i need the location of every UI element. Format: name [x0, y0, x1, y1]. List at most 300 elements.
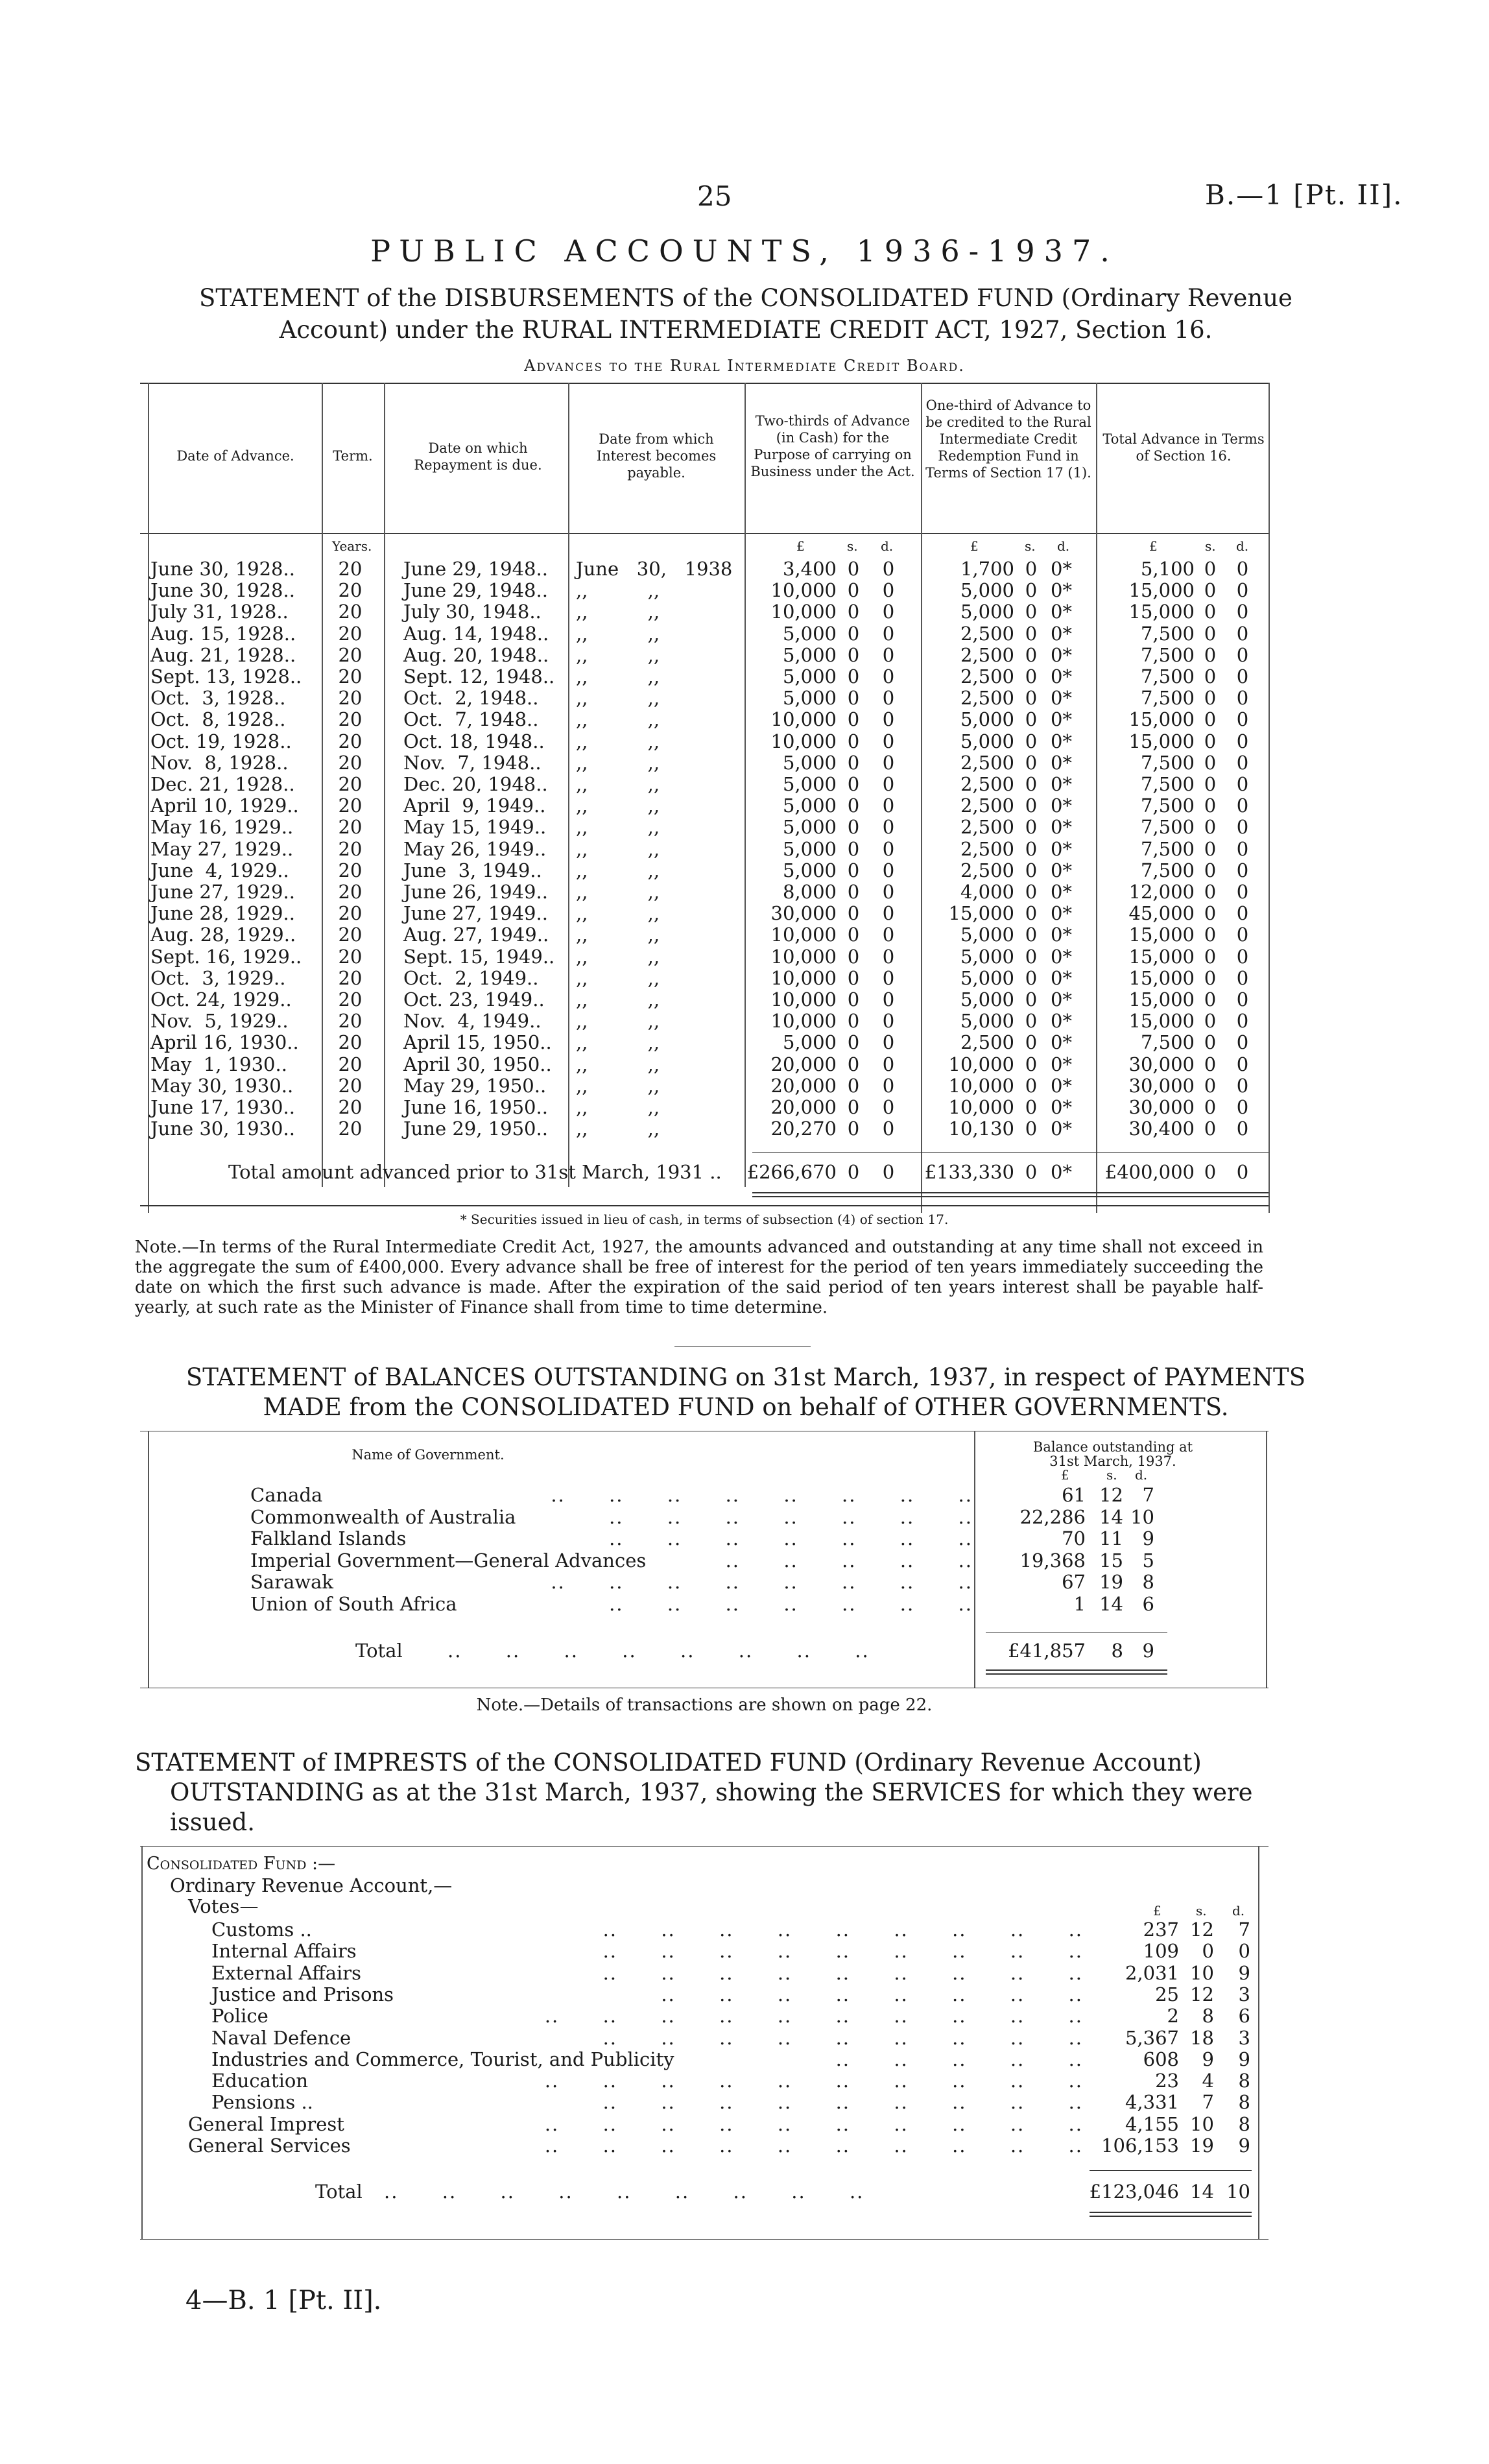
leader-dots: .. .. .. .. .. .. .. .. [661, 1983, 1083, 2005]
imprest-pence: 8 [1238, 2113, 1250, 2135]
two-thirds-pence: 0 [882, 665, 895, 688]
two-thirds-pence: 0 [882, 924, 895, 946]
leader-dots: .. .. .. .. .. .. .. .. .. .. [544, 2135, 1083, 2157]
balance-shillings: 14 [1099, 1593, 1123, 1615]
advance-date: June 17, 1930.. [150, 1096, 295, 1118]
imprest-pence: 0 [1238, 1940, 1250, 1962]
total-two-thirds-s: 0 [847, 1161, 860, 1183]
two-thirds-pence: 0 [882, 859, 895, 881]
service-name: Pensions .. [211, 2091, 313, 2113]
total-advance-shillings: 0 [1204, 773, 1217, 795]
leader-dots: .. .. .. .. .. .. .. .. .. [602, 1962, 1083, 1984]
one-third-pence: 0* [1051, 859, 1072, 881]
total-advance-pence: 0 [1236, 730, 1249, 752]
total-advance-shillings: 0 [1204, 1031, 1217, 1053]
advance-term: 20 [338, 859, 363, 881]
two-thirds-pence: 0 [882, 946, 895, 968]
one-third-pounds: 2,500 [960, 838, 1014, 860]
two-thirds-shillings: 0 [847, 1096, 860, 1118]
two-thirds-shillings: 0 [847, 1010, 860, 1032]
leader-dots: .. .. .. .. .. .. .. .. .. [602, 2091, 1083, 2113]
two-thirds-pence: 0 [882, 816, 895, 838]
repayment-date: June 26, 1949.. [403, 881, 548, 903]
advance-term: 20 [338, 988, 363, 1011]
table3-bottom-rule [140, 2239, 1269, 2240]
leader-dots: .. .. .. .. .. [725, 1549, 973, 1572]
repayment-date: Oct. 23, 1949.. [403, 988, 545, 1011]
total-advance-pounds: 7,500 [1140, 795, 1195, 817]
total-advance: £400,000 [1104, 1161, 1195, 1183]
total-advance-pounds: 7,500 [1140, 644, 1195, 666]
advance-term: 20 [338, 1096, 363, 1118]
ditto-marks: ,, ,, [576, 687, 660, 709]
service-name: Internal Affairs [211, 1940, 357, 1962]
table-header-rule [140, 533, 1269, 534]
total-advance-shillings: 0 [1204, 881, 1217, 903]
advance-term: 20 [338, 924, 363, 946]
imprest-shillings: 10 [1190, 1962, 1214, 1984]
advance-date: Nov. 8, 1928.. [150, 752, 289, 774]
two-thirds-pence: 0 [882, 1010, 895, 1032]
imprest-pence: 7 [1238, 1919, 1250, 1941]
two-thirds-shillings: 0 [847, 752, 860, 774]
one-third-pence: 0* [1051, 1031, 1072, 1053]
total-advance-pounds: 30,000 [1128, 1096, 1195, 1118]
two-thirds-pence: 0 [882, 902, 895, 924]
ditto-marks: ,, ,, [576, 730, 660, 752]
imprest-shillings: 0 [1202, 1940, 1214, 1962]
total-advance-shillings: 0 [1204, 946, 1217, 968]
total-two-thirds: £266,670 [746, 1161, 837, 1183]
repayment-date: Oct. 7, 1948.. [403, 708, 539, 730]
imprest-shillings: 4 [1202, 2070, 1214, 2092]
total-advance-pounds: 7,500 [1140, 687, 1195, 709]
imprest-pounds: 109 [1143, 1940, 1179, 1962]
two-thirds-pence: 0 [882, 988, 895, 1011]
one-third-shillings: 0 [1025, 1096, 1038, 1118]
ditto-marks: ,, ,, [576, 988, 660, 1011]
one-third-pounds: 2,500 [960, 623, 1014, 645]
repayment-date: April 15, 1950.. [403, 1031, 552, 1053]
total-advance-pence: 0 [1236, 687, 1249, 709]
document-reference: B.—1 [Pt. II]. [1205, 179, 1403, 211]
two-thirds-shillings: 0 [847, 924, 860, 946]
total-rule [752, 1152, 1269, 1153]
imprest-pounds: 2 [1167, 2005, 1179, 2027]
ditto-marks: ,, ,, [576, 816, 660, 838]
one-third-pence: 0* [1051, 988, 1072, 1011]
two-thirds-shillings: 0 [847, 1031, 860, 1053]
total-advance-pounds: 15,000 [1128, 601, 1195, 623]
total-advance-shillings: 0 [1204, 687, 1217, 709]
total-advance-pence: 0 [1236, 579, 1249, 601]
total-advance-pence: 0 [1236, 946, 1249, 968]
two-thirds-pounds: 5,000 [782, 687, 837, 709]
one-third-pence: 0* [1051, 795, 1072, 817]
service-name: External Affairs [211, 1962, 362, 1984]
advance-term: 20 [338, 601, 363, 623]
total-advance-pence: 0 [1236, 816, 1249, 838]
double-rule [1090, 2216, 1252, 2217]
col-head-two-thirds: Two-thirds of Advance (in Cash) for the Purpose of carrying on Business under the Act. [750, 413, 915, 479]
table3-right-border [1258, 1846, 1259, 2239]
total-advance-shillings: 0 [1204, 1010, 1217, 1032]
one-third-pounds: 10,130 [948, 1118, 1014, 1140]
ditto-marks: ,, ,, [576, 924, 660, 946]
statement1-subheading: Advances to the Rural Intermediate Credit Board. [524, 357, 965, 375]
one-third-pence: 0* [1051, 1053, 1072, 1075]
page-title: PUBLIC ACCOUNTS, 1936-1937. [370, 233, 1119, 269]
two-thirds-pounds: 5,000 [782, 623, 837, 645]
advance-term: 20 [338, 881, 363, 903]
advance-date: May 16, 1929.. [150, 816, 294, 838]
one-third-pence: 0* [1051, 665, 1072, 688]
repayment-date: June 29, 1948.. [403, 558, 548, 580]
ditto-marks: ,, ,, [576, 881, 660, 903]
one-third-shillings: 0 [1025, 816, 1038, 838]
government-name: Canada [250, 1484, 323, 1506]
two-thirds-shillings: 0 [847, 795, 860, 817]
one-third-pence: 0* [1051, 816, 1072, 838]
total-advance-shillings: 0 [1204, 924, 1217, 946]
total-advance-shillings: 0 [1204, 644, 1217, 666]
statement3-heading-line2: OUTSTANDING as at the 31st March, 1937, showing the SERVICES for which they were [170, 1778, 1253, 1806]
repayment-date: June 29, 1950.. [403, 1118, 548, 1140]
unit-pence: d. [1236, 538, 1249, 554]
two-thirds-shillings: 0 [847, 1118, 860, 1140]
imprest-pounds: 23 [1155, 2070, 1179, 2092]
one-third-pence: 0* [1051, 773, 1072, 795]
total-advance-pence: 0 [1236, 795, 1249, 817]
advance-date: June 27, 1929.. [150, 881, 295, 903]
one-third-pence: 0* [1051, 730, 1072, 752]
total-advance-shillings: 0 [1204, 838, 1217, 860]
one-third-pounds: 5,000 [960, 967, 1014, 989]
advance-term: 20 [338, 1075, 363, 1097]
one-third-pounds: 5,000 [960, 924, 1014, 946]
total-advance-pounds: 12,000 [1128, 881, 1195, 903]
total-advance-pounds: 7,500 [1140, 1031, 1195, 1053]
government-name: Union of South Africa [250, 1593, 457, 1615]
advance-term: 20 [338, 838, 363, 860]
one-third-pounds: 10,000 [948, 1096, 1014, 1118]
leader-dots: .. .. .. .. .. .. .. [609, 1593, 973, 1615]
statement2-heading-line1: STATEMENT of BALANCES OUTSTANDING on 31st March, 1937, in respect of PAYMENTS [185, 1363, 1306, 1391]
government-name: Falkland Islands [250, 1527, 407, 1549]
two-thirds-shillings: 0 [847, 601, 860, 623]
two-thirds-pounds: 5,000 [782, 773, 837, 795]
leader-dots: .. .. .. .. .. .. .. .. [551, 1484, 973, 1506]
one-third-shillings: 0 [1025, 623, 1038, 645]
advance-date: June 30, 1928.. [150, 579, 295, 601]
two-thirds-shillings: 0 [847, 687, 860, 709]
one-third-pounds: 2,500 [960, 816, 1014, 838]
unit-pence: d. [1232, 1903, 1245, 1919]
col-head-balance-date: 31st March, 1937. [1049, 1453, 1176, 1469]
one-third-shillings: 0 [1025, 1118, 1038, 1140]
one-third-pence: 0* [1051, 579, 1072, 601]
total-one-third-d: 0* [1051, 1161, 1072, 1183]
ditto-marks: ,, ,, [576, 623, 660, 645]
two-thirds-pounds: 5,000 [782, 644, 837, 666]
leader-dots: .. .. .. .. .. .. .. .. [551, 1571, 973, 1593]
two-thirds-pounds: 20,000 [770, 1096, 837, 1118]
page-number: 25 [697, 180, 732, 212]
advance-term: 20 [338, 730, 363, 752]
repayment-date: April 9, 1949.. [403, 795, 546, 817]
repayment-date: May 26, 1949.. [403, 838, 547, 860]
two-thirds-pounds: 10,000 [770, 708, 837, 730]
one-third-shillings: 0 [1025, 558, 1038, 580]
statement3-heading-line3: issued. [170, 1808, 255, 1836]
total-advance-pence: 0 [1236, 1010, 1249, 1032]
advance-term: 20 [338, 752, 363, 774]
advance-date: Aug. 21, 1928.. [150, 644, 296, 666]
one-third-shillings: 0 [1025, 665, 1038, 688]
total-advance-shillings: 0 [1204, 988, 1217, 1011]
ditto-marks: ,, ,, [576, 752, 660, 774]
one-third-pence: 0* [1051, 752, 1072, 774]
total-advance-pounds: 15,000 [1128, 924, 1195, 946]
unit-shillings: s. [1106, 1467, 1117, 1483]
one-third-shillings: 0 [1025, 1010, 1038, 1032]
total-advance-shillings: 0 [1204, 665, 1217, 688]
unit-pence: d. [1057, 538, 1070, 554]
imprest-pounds: 25 [1155, 1983, 1179, 2005]
advance-date: Oct. 8, 1928.. [150, 708, 286, 730]
ditto-marks: ,, ,, [576, 773, 660, 795]
leader-dots: .. .. .. .. .. .. .. .. .. .. [544, 2070, 1083, 2092]
balance-pounds: 70 [1062, 1527, 1086, 1549]
two-thirds-pounds: 10,000 [770, 946, 837, 968]
one-third-shillings: 0 [1025, 881, 1038, 903]
total-advance-pence: 0 [1236, 1096, 1249, 1118]
advance-date: May 27, 1929.. [150, 838, 294, 860]
balance-pence: 9 [1142, 1527, 1154, 1549]
two-thirds-pence: 0 [882, 773, 895, 795]
one-third-pence: 0* [1051, 838, 1072, 860]
total-advance-pounds: 7,500 [1140, 752, 1195, 774]
two-thirds-pence: 0 [882, 1031, 895, 1053]
two-thirds-pence: 0 [882, 558, 895, 580]
leader-dots: .. .. .. .. .. .. .. .. [447, 1640, 870, 1662]
imprests-total-label: Total [315, 2181, 363, 2203]
advance-date: Sept. 13, 1928.. [150, 665, 302, 688]
ditto-marks: ,, ,, [576, 967, 660, 989]
footer-signature: 4—B. 1 [Pt. II]. [185, 2286, 382, 2315]
leader-dots: .. .. .. .. .. .. .. .. .. .. [544, 2005, 1083, 2027]
one-third-pounds: 10,000 [948, 1075, 1014, 1097]
total-advance-shillings: 0 [1204, 1096, 1217, 1118]
one-third-shillings: 0 [1025, 708, 1038, 730]
total-advance-pounds: 30,000 [1128, 1053, 1195, 1075]
total-one-third: £133,330 [924, 1161, 1014, 1183]
advance-date: April 10, 1929.. [150, 795, 299, 817]
total-one-third-s: 0 [1025, 1161, 1038, 1183]
table3-top-rule [140, 1846, 1269, 1847]
advance-date: Dec. 21, 1928.. [150, 773, 295, 795]
two-thirds-shillings: 0 [847, 967, 860, 989]
col-head-repayment: Date on which Repayment is due. [414, 440, 542, 473]
one-third-pounds: 2,500 [960, 752, 1014, 774]
total-advance-pence: 0 [1236, 1075, 1249, 1097]
one-third-pounds: 2,500 [960, 644, 1014, 666]
ditto-marks: ,, ,, [576, 1031, 660, 1053]
total-advance-pounds: 7,500 [1140, 623, 1195, 645]
imprest-shillings: 18 [1190, 2027, 1214, 2049]
repayment-date: May 15, 1949.. [403, 816, 547, 838]
two-thirds-pence: 0 [882, 601, 895, 623]
col-head-balance: Balance outstanding at [1032, 1439, 1193, 1455]
one-third-pence: 0* [1051, 1118, 1072, 1140]
total-advance-shillings: 0 [1204, 579, 1217, 601]
total-rule [1090, 2170, 1252, 2171]
service-name: General Services [188, 2135, 351, 2157]
total-advance-pence: 0 [1236, 1118, 1249, 1140]
total-advance-pence: 0 [1236, 752, 1249, 774]
ditto-marks: ,, ,, [576, 708, 660, 730]
one-third-pence: 0* [1051, 881, 1072, 903]
ditto-marks: ,, ,, [576, 1010, 660, 1032]
advance-term: 20 [338, 967, 363, 989]
one-third-shillings: 0 [1025, 924, 1038, 946]
two-thirds-pence: 0 [882, 623, 895, 645]
col-head-interest: Date from which Interest becomes payable. [596, 431, 717, 481]
unit-years: Years. [332, 538, 372, 554]
one-third-pounds: 5,000 [960, 601, 1014, 623]
service-name: Police [211, 2005, 268, 2027]
total-advance-pence: 0 [1236, 773, 1249, 795]
balance-pence: 6 [1142, 1593, 1154, 1615]
advance-term: 20 [338, 644, 363, 666]
two-thirds-pence: 0 [882, 644, 895, 666]
two-thirds-shillings: 0 [847, 730, 860, 752]
two-thirds-pence: 0 [882, 881, 895, 903]
imprest-pence: 8 [1238, 2070, 1250, 2092]
one-third-shillings: 0 [1025, 644, 1038, 666]
ditto-marks: ,, ,, [576, 1075, 660, 1097]
government-name: Commonwealth of Australia [250, 1506, 516, 1528]
one-third-shillings: 0 [1025, 859, 1038, 881]
advance-date: May 30, 1930.. [150, 1075, 294, 1097]
two-thirds-shillings: 0 [847, 1075, 860, 1097]
total-two-thirds-d: 0 [882, 1161, 895, 1183]
advance-date: Aug. 15, 1928.. [150, 623, 296, 645]
balance-pounds: 61 [1062, 1484, 1086, 1506]
statement1-note: Note.—In terms of the Rural Intermediate Credit Act, 1927, the amounts advanced and outstanding at any time shall not exceed in the aggregate the sum of £400,000. Every advance shall be free of interest for the period of ten years immediately succeeding the date on which the first such advance is made. After the expiration of the said period of ten years interest shall be payable half-yearly, at such rate as the Minister of Finance shall from time to time determine. [135, 1238, 1263, 1317]
repayment-date: Aug. 20, 1948.. [403, 644, 549, 666]
balance-pence: 8 [1142, 1571, 1154, 1593]
service-name: Naval Defence [211, 2027, 351, 2049]
total-advance-shillings: 0 [1204, 816, 1217, 838]
ditto-marks: ,, ,, [576, 579, 660, 601]
two-thirds-pounds: 20,000 [770, 1075, 837, 1097]
one-third-shillings: 0 [1025, 752, 1038, 774]
one-third-shillings: 0 [1025, 687, 1038, 709]
one-third-pence: 0* [1051, 902, 1072, 924]
imprest-pence: 9 [1238, 2048, 1250, 2070]
one-third-pence: 0* [1051, 1010, 1072, 1032]
total-advance-shillings: 0 [1204, 1075, 1217, 1097]
balance-pence: 10 [1130, 1506, 1154, 1528]
balance-shillings: 14 [1099, 1506, 1123, 1528]
total-advance-pounds: 15,000 [1128, 579, 1195, 601]
double-rule [752, 1196, 1269, 1197]
service-name: Customs .. [211, 1919, 312, 1941]
advance-term: 20 [338, 665, 363, 688]
advance-date: Sept. 16, 1929.. [150, 946, 302, 968]
one-third-shillings: 0 [1025, 988, 1038, 1011]
two-thirds-pounds: 10,000 [770, 730, 837, 752]
balances-total-pounds: £41,857 [1008, 1640, 1086, 1662]
two-thirds-pounds: 5,000 [782, 665, 837, 688]
section-divider [674, 1346, 811, 1347]
repayment-date: June 3, 1949.. [403, 859, 542, 881]
service-name: Industries and Commerce, Tourist, and Publicity [211, 2048, 674, 2070]
two-thirds-pence: 0 [882, 838, 895, 860]
repayment-date: Oct. 2, 1948.. [403, 687, 539, 709]
two-thirds-pounds: 5,000 [782, 859, 837, 881]
col-head-date: Date of Advance. [176, 448, 294, 464]
two-thirds-pounds: 5,000 [782, 795, 837, 817]
one-third-shillings: 0 [1025, 795, 1038, 817]
unit-pound: £ [796, 538, 805, 554]
one-third-pounds: 5,000 [960, 988, 1014, 1011]
total-advance-shillings: 0 [1204, 859, 1217, 881]
two-thirds-pounds: 10,000 [770, 1010, 837, 1032]
two-thirds-pounds: 10,000 [770, 924, 837, 946]
balance-pence: 7 [1142, 1484, 1154, 1506]
two-thirds-pounds: 20,270 [770, 1118, 837, 1140]
total-row-label: Total amount advanced prior to 31st March, 1931 .. [228, 1161, 722, 1183]
one-third-pence: 0* [1051, 623, 1072, 645]
one-third-pence: 0* [1051, 946, 1072, 968]
ditto-marks: ,, ,, [576, 859, 660, 881]
advance-date: June 28, 1929.. [150, 902, 295, 924]
total-advance-pence: 0 [1236, 644, 1249, 666]
total-advance-shillings: 0 [1204, 1053, 1217, 1075]
table-top-rule [140, 383, 1269, 384]
one-third-shillings: 0 [1025, 967, 1038, 989]
two-thirds-pence: 0 [882, 579, 895, 601]
one-third-pence: 0* [1051, 644, 1072, 666]
imprest-shillings: 12 [1190, 1983, 1214, 2005]
unit-shillings: s. [847, 538, 858, 554]
one-third-pence: 0* [1051, 1075, 1072, 1097]
advance-term: 20 [338, 687, 363, 709]
one-third-pounds: 2,500 [960, 687, 1014, 709]
total-advance-shillings: 0 [1204, 558, 1217, 580]
ditto-marks: ,, ,, [576, 665, 660, 688]
two-thirds-shillings: 0 [847, 579, 860, 601]
advance-date: Oct. 24, 1929.. [150, 988, 292, 1011]
one-third-shillings: 0 [1025, 1031, 1038, 1053]
two-thirds-pence: 0 [882, 1118, 895, 1140]
imprest-pence: 9 [1238, 1962, 1250, 1984]
two-thirds-pounds: 20,000 [770, 1053, 837, 1075]
advance-date: Oct. 19, 1928.. [150, 730, 292, 752]
one-third-pounds: 5,000 [960, 1010, 1014, 1032]
leader-dots: .. .. .. .. .. [835, 2048, 1083, 2070]
statement1-heading-line1: STATEMENT of the DISBURSEMENTS of the CONSOLIDATED FUND (Ordinary Revenue [199, 284, 1292, 312]
government-name: Sarawak [250, 1571, 333, 1593]
one-third-pounds: 5,000 [960, 730, 1014, 752]
two-thirds-pounds: 5,000 [782, 816, 837, 838]
double-rule [986, 1669, 1167, 1671]
imprest-pence: 6 [1238, 2005, 1250, 2027]
fund-label: Consolidated Fund :— [147, 1854, 336, 1874]
advance-date: June 4, 1929.. [150, 859, 289, 881]
